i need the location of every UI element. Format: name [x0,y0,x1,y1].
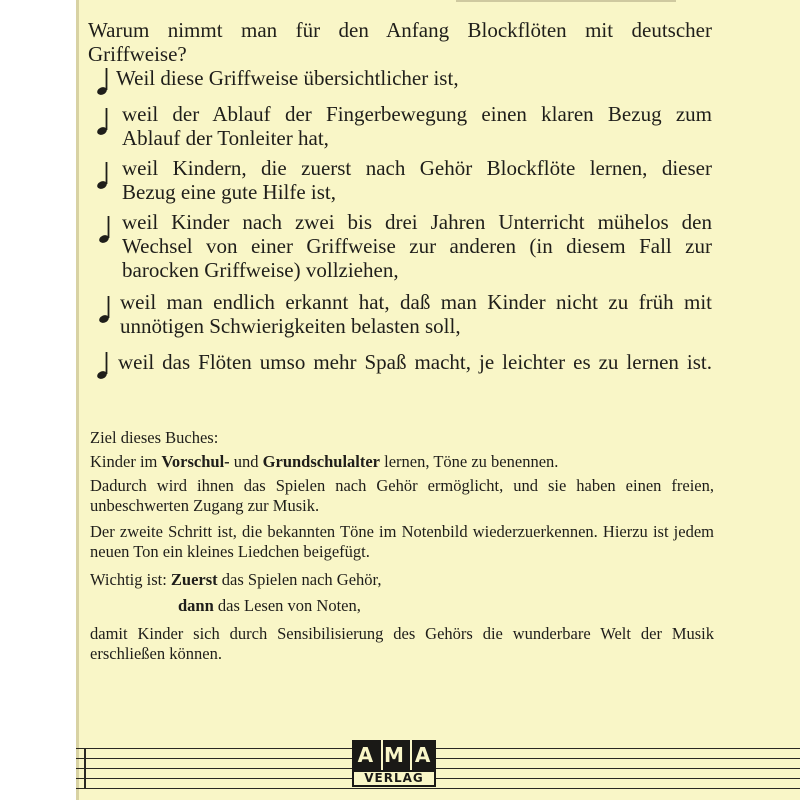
quarter-note-icon [98,214,112,244]
quarter-note-icon [96,66,110,96]
quarter-note-icon [98,294,112,324]
top-rule [456,0,676,2]
staff-line [76,758,800,759]
goal-paragraph-4 [90,570,714,590]
text-run: Wichtig ist: [90,570,171,589]
goal-paragraph-2: Dadurch wird ihnen das Spielen nach Gehör ermöglicht, und sie haben einen freien, unbeschwerten Zugang zur Musik. [90,476,714,515]
text-run: und [229,452,263,471]
goal-paragraph-6: damit Kinder sich durch Sensibilisierung des Gehörs die wunderbare Welt der Musik erschließen können. [90,624,714,663]
text-run: lernen, Töne zu benennen. [380,452,559,471]
reason-line: weil das Flöten umso mehr Spaß macht, je leichter es zu lernen ist. [118,350,712,374]
logo-letter: A [354,740,376,770]
text-run: das Lesen von Noten, [213,596,361,615]
reason-line: Bezug eine gute Hilfe ist, [122,180,337,204]
reason-item [116,66,712,90]
intro-line-1: Warum nimmt man für den Anfang Blockflöten mit deutscher [88,18,712,42]
reason-item [122,156,712,204]
ama-verlag-logo [352,740,436,788]
goal-heading: Ziel dieses Buches: [90,428,219,447]
goal-paragraph-5 [178,596,678,616]
goal-paragraph-1 [90,452,714,472]
goal-paragraph-3: Der zweite Schritt ist, die bekannten Töne im Notenbild wiederzuerkennen. Hierzu ist jedem neuen Ton ein kleines Liedchen beigefügt. [90,522,714,561]
quarter-note-icon [96,106,110,136]
staff-line [76,778,800,779]
staff-line [76,788,800,789]
logo-letter: M [381,740,405,770]
reason-item [122,102,712,150]
intro-question [88,18,712,66]
reason-item [120,290,712,338]
logo-subtitle: VERLAG [352,770,436,787]
reason-item [118,350,712,374]
reason-item [122,210,712,282]
reason-line: weil der Ablauf der Fingerbewegung einen klaren Bezug zum [122,102,712,126]
text-run: Kinder im [90,452,162,471]
reason-line: weil Kinder nach zwei bis drei Jahren Unterricht mühelos den [122,210,712,234]
bold-run: dann [178,596,214,615]
reason-line: Weil diese Griffweise übersichtlicher ist, [116,66,459,90]
logo-keys [352,740,436,770]
reason-line: barocken Griffweise) vollziehen, [122,258,399,282]
intro-line-2: Griffweise? [88,42,187,66]
reason-line: unnötigen Schwierigkeiten belasten soll, [120,314,461,338]
quarter-note-icon [96,160,110,190]
reason-line: Wechsel von einer Griffweise zur anderen (in diesem Fall zur [122,234,712,258]
music-staff [76,748,800,800]
reason-line: weil man endlich erkannt hat, daß man Kinder nicht zu früh mit [120,290,712,314]
staff-line [76,768,800,769]
bold-run: Zuerst [170,570,218,589]
logo-letter: A [410,740,434,770]
reason-line: Ablauf der Tonleiter hat, [122,126,329,150]
quarter-note-icon [96,350,110,380]
bold-run: Grundschulalter [262,452,381,471]
text-run: das Spielen nach Gehör, [217,570,382,589]
staff-line [76,748,800,749]
bold-run: Vorschul- [161,452,230,471]
reason-line: weil Kindern, die zuerst nach Gehör Blockflöte lernen, dieser [122,156,712,180]
